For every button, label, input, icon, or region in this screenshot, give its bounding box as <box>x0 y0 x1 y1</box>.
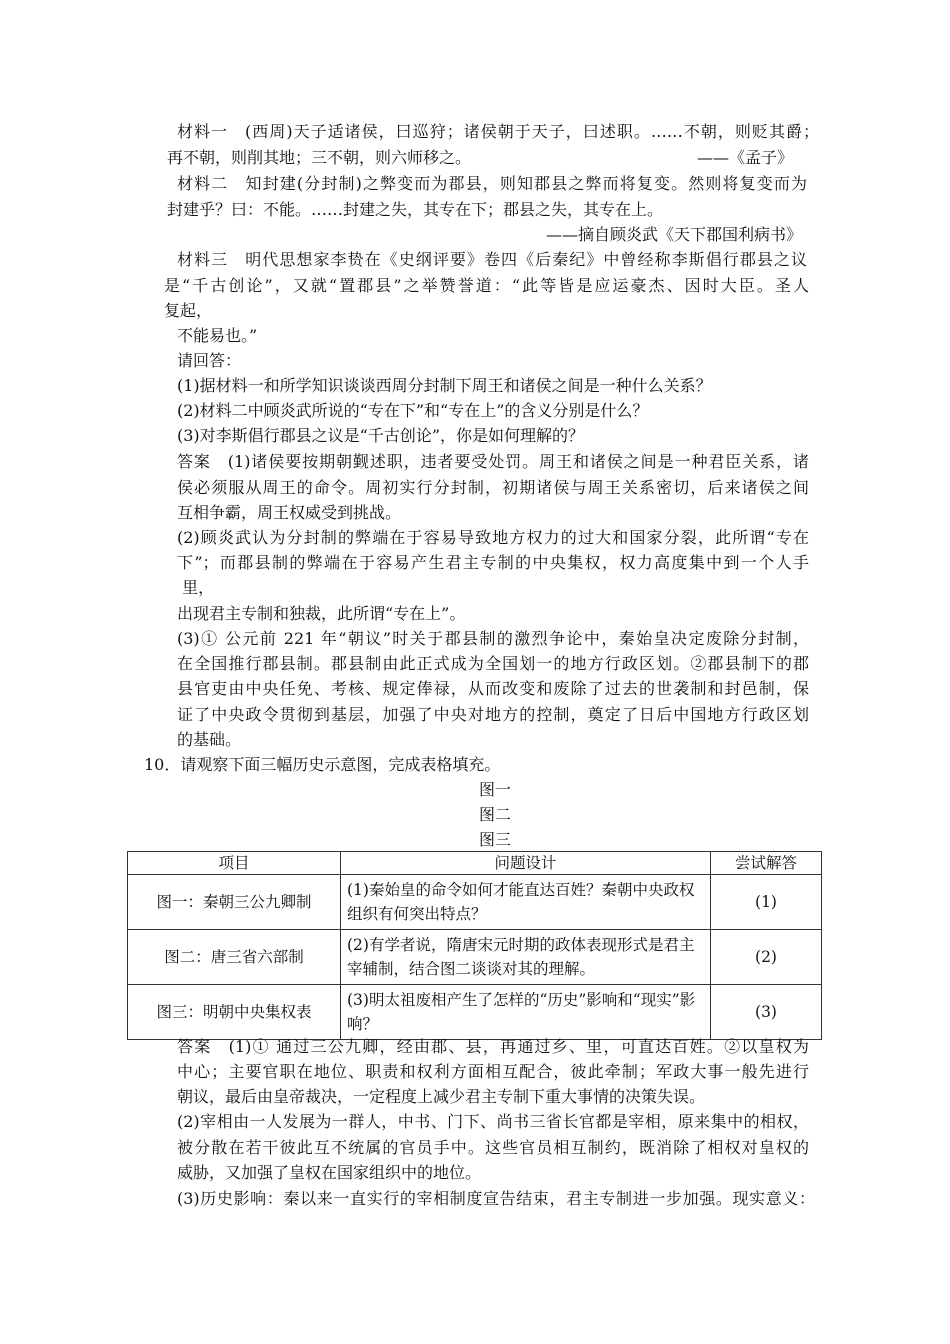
table-cell-answer: (2) <box>711 930 822 985</box>
table-cell-item: 图三：明朝中央集权表 <box>128 985 341 1040</box>
answer9-a3-line1: (3)① 公元前 221 年“朝议”时关于郡县制的激烈争论中，秦始皇决定废除分封制， <box>177 629 809 648</box>
table-row <box>128 930 822 985</box>
answer10-a2-line1: (2)宰相由一人发展为一群人，中书、门下、尚书三省长官都是宰相，原来集中的相权， <box>177 1112 809 1131</box>
answer10-a3-line1: (3)历史影响：秦以来一直实行的宰相制度宣告结束，君主专制进一步加强。现实意义： <box>177 1189 815 1208</box>
table-cell-answer: (1) <box>711 875 822 930</box>
table-cell-question: (3)明太祖废相产生了怎样的“历史”影响和“现实”影响？ <box>341 985 711 1040</box>
question10-table <box>127 851 822 1040</box>
answer9-a2-line1: (2)顾炎武认为分封制的弊端在于容易导致地方权力的过大和国家分裂，此所谓“专在 <box>177 528 809 547</box>
material1-line2: 再不朝，则削其地；三不朝，则六师移之。 <box>167 148 472 167</box>
figure-2-caption: 图二 <box>478 805 511 824</box>
table-header-question: 问题设计 <box>341 852 711 875</box>
answer9-a3-line2: 在全国推行郡县制。郡县制由此正式成为全国划一的地方行政区划。②郡县制下的郡 <box>177 654 809 673</box>
answer9-a1-line2: 侯必须服从周王的命令。周初实行分封制，初期诸侯与周王关系密切，后来诸侯之间 <box>177 478 809 497</box>
table-header-answer: 尝试解答 <box>711 852 822 875</box>
answer9-a2-line2: 下”；而郡县制的弊端在于容易产生君主专制的中央集权，权力高度集中到一个人手 <box>177 553 809 572</box>
figure-3-caption: 图三 <box>478 830 511 849</box>
answer9-a1-line1: 答案 (1)诸侯要按期朝觐述职，违者要受处罚。周王和诸侯之间是一种君臣关系，诸 <box>177 452 809 471</box>
answer9-a1-line3: 互相争霸，周王权威受到挑战。 <box>177 503 402 522</box>
table-cell-question: (2)有学者说，隋唐宋元时期的政体表现形式是君主宰辅制，结合图二谈谈对其的理解。 <box>341 930 711 985</box>
material3-line3: 复起， <box>164 301 213 320</box>
question10-stem: 10．请观察下面三幅历史示意图，完成表格填充。 <box>144 755 501 774</box>
answer-prompt: 请回答： <box>177 351 242 370</box>
question-3: (3)对李斯倡行郡县之议是“千古创论”，你是如何理解的？ <box>177 426 585 445</box>
material1-line1: 材料一 (西周)天子适诸侯，曰巡狩；诸侯朝于天子，曰述职。……不朝，则贬其爵； <box>177 122 819 141</box>
answer9-a2-line3: 里， <box>177 578 215 597</box>
figure-1-caption: 图一 <box>478 780 511 799</box>
question-2: (2)材料二中顾炎武所说的“专在下”和“专在上”的含义分别是什么？ <box>177 401 649 420</box>
material2-source: ——摘自顾炎武《天下郡国利病书》 <box>546 225 803 244</box>
question-1: (1)据材料一和所学知识谈谈西周分封制下周王和诸侯之间是一种什么关系？ <box>177 376 712 395</box>
answer9-a3-line3: 县官吏由中央任免、考核、规定俸禄，从而改变和废除了过去的世袭制和封邑制，保 <box>177 679 809 698</box>
table-header-row <box>128 852 822 875</box>
answer9-a3-line5: 的基础。 <box>177 730 242 749</box>
answer10-a1-line2: 中心；主要官职在地位、职责和权利方面相互配合，彼此牵制；军政大事一般先进行 <box>177 1062 809 1081</box>
material3-line2: 是“千古创论”，又就“置郡县”之举赞誉道：“此等皆是应运豪杰、因时大臣。圣人 <box>164 276 809 295</box>
material2-line2: 封建乎？曰：不能。……封建之失，其专在下；郡县之失，其专在上。 <box>167 200 664 219</box>
material1-source: ——《孟子》 <box>697 148 794 167</box>
answer9-a3-line4: 证了中央政令贯彻到基层，加强了中央对地方的控制，奠定了日后中国地方行政区划 <box>177 705 809 724</box>
table-cell-answer: (3) <box>711 985 822 1040</box>
answer10-a1-line3: 朝议，最后由皇帝裁决，一定程度上减少君主专制下重大事情的决策失误。 <box>177 1087 706 1106</box>
material3-line1: 材料三 明代思想家李贽在《史纲评要》卷四《后秦纪》中曾经称李斯倡行郡县之议 <box>177 250 807 269</box>
answer10-a1-line1: 答案 (1)① 通过三公九卿，经由郡、县，再通过乡、里，可直达百姓。②以皇权为 <box>177 1037 809 1056</box>
table-cell-question: (1)秦始皇的命令如何才能直达百姓？秦朝中央政权组织有何突出特点？ <box>341 875 711 930</box>
answer10-a2-line3: 威胁，又加强了皇权在国家组织中的地位。 <box>177 1163 482 1182</box>
table-row <box>128 875 822 930</box>
answer10-a2-line2: 被分散在若干彼此互不统属的官员手中。这些官员相互制约，既消除了相权对皇权的 <box>177 1138 809 1157</box>
table-cell-item: 图二：唐三省六部制 <box>128 930 341 985</box>
table-row <box>128 985 822 1040</box>
material2-line1: 材料二 知封建(分封制)之弊变而为郡县，则知郡县之弊而将复变。然则将复变而为 <box>177 174 807 193</box>
table-header-item: 项目 <box>128 852 341 875</box>
answer9-a2-line4: 出现君主专制和独裁，此所谓“专在上”。 <box>177 604 466 623</box>
material3-line4: 不能易也。” <box>177 326 258 345</box>
table-cell-item: 图一：秦朝三公九卿制 <box>128 875 341 930</box>
